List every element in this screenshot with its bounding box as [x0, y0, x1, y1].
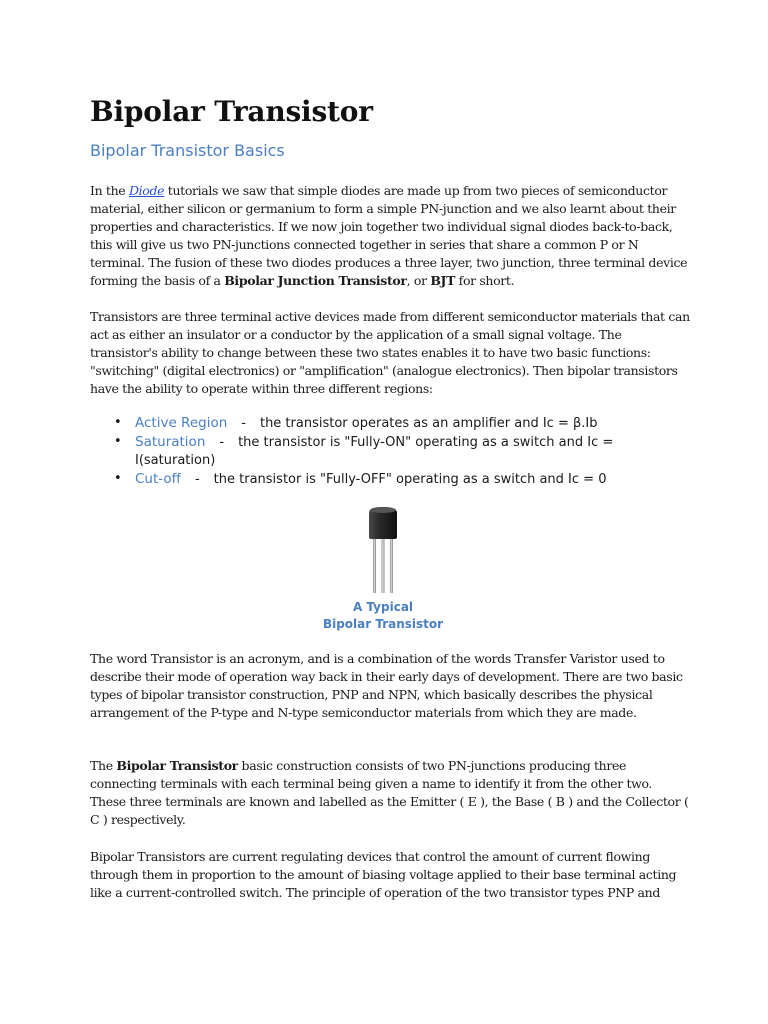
text: , or [406, 273, 431, 288]
text: for short. [455, 273, 515, 288]
caption-line: A Typical [352, 600, 414, 614]
intro-paragraph [90, 182, 690, 290]
bold-term-bjt: BJT [430, 273, 456, 288]
list-item [90, 470, 695, 489]
current-regulating-paragraph: Bipolar Transistors are current regulating devices that control the amount of current flowing through them in proportion to the amount of biasing voltage applied to their base terminal acting like a current-controlled switch. The principle of operation of the two transistor types PNP and [90, 849, 677, 900]
text: The [90, 758, 117, 773]
operating-regions-list [90, 414, 695, 489]
region-term-cutoff: Cut-off [135, 471, 181, 487]
bullet: • [114, 471, 122, 486]
dash: - [241, 416, 246, 431]
region-description: the transistor is "Fully-ON" operating as a switch and Ic = I(saturation) [135, 435, 614, 468]
caption-line: Bipolar Transistor [322, 617, 444, 631]
construction-paragraph [90, 757, 690, 829]
page-title: Bipolar Transistor [90, 95, 373, 128]
dash: - [219, 435, 225, 450]
text: tutorials we saw that simple diodes are made up from two pieces of semiconductor material, either silicon or germanium to form a simple PN-junction and we also learnt about their properties and characteristics. If we now join together two individual signal diodes back-to-back, this will give us two PN-junctions connected together in series that share a common P or N terminal. The fusion of these two diodes produces a three layer, two junction, three terminal device forming the basis of a [90, 183, 688, 288]
transistor-functions-paragraph: Transistors are three terminal active devices made from different semiconductor materials that can act as either an insulator or a conductor by the application of a small signal voltage. The transistor's ability to change between these two states enables it to have two basic functions: "switching" (digital electronics) or "amplification" (analogue electronics). Then bipolar transistors have the ability to operate within three different regions: [90, 309, 690, 396]
transistor-image [357, 505, 409, 595]
region-term-active: Active Region [135, 415, 228, 431]
bold-term-bjt-full: Bipolar Junction Transistor [224, 273, 407, 288]
region-description: the transistor operates as an amplifier and Ic = β.Ib [259, 416, 598, 431]
region-term-saturation: Saturation [135, 434, 206, 450]
transistor-figure [90, 505, 676, 633]
text: In the [90, 183, 129, 198]
acronym-paragraph: The word Transistor is an acronym, and is a combination of the words Transfer Varistor used to describe their mode of operation way back in their early days of development. There are two basic types of bipolar transistor construction, PNP and NPN, which basically describes the physical arrangement of the P-type and N-type semiconductor materials from which they are made. [90, 651, 683, 720]
bullet: • [114, 415, 122, 430]
diode-link[interactable]: Diode [128, 183, 165, 198]
region-description: the transistor is "Fully-OFF" operating as a switch and Ic = 0 [213, 472, 607, 487]
section-heading: Bipolar Transistor Basics [90, 141, 285, 160]
bullet: • [114, 434, 122, 449]
list-item [90, 433, 695, 470]
text: basic construction consists of two PN-junctions producing three connecting terminals with each terminal being given a name to identify it from the other two. These three terminals are known and labelled as the Emitter ( E ), the Base ( B ) and the Collector ( C ) respectively. [90, 758, 689, 827]
dash: - [194, 472, 200, 487]
bold-term-bipolar-transistor: Bipolar Transistor [116, 758, 238, 773]
list-item [90, 414, 695, 433]
figure-caption [90, 599, 676, 633]
